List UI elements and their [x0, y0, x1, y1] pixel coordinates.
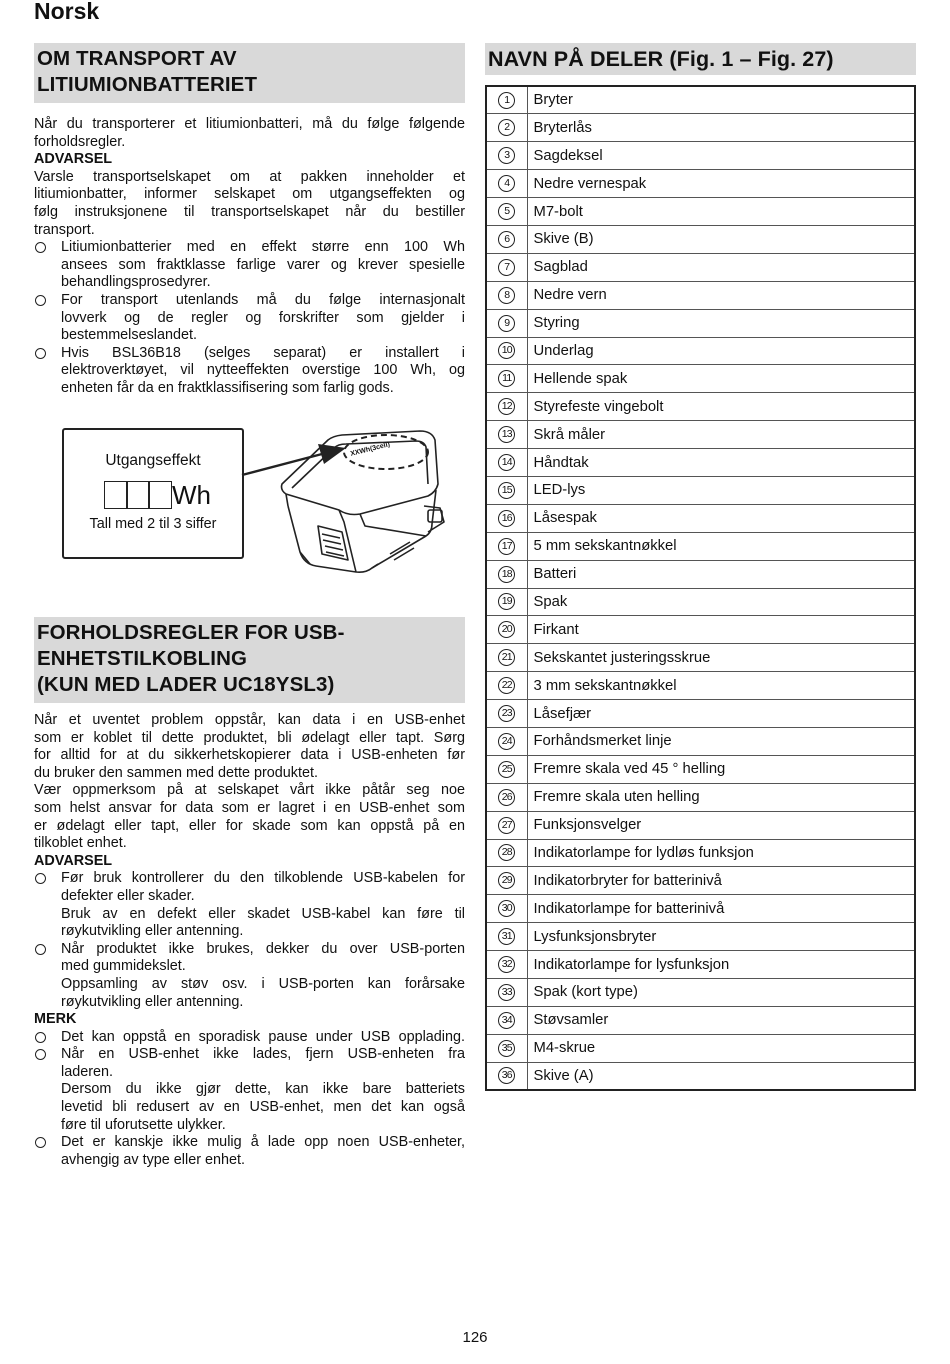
bullet-circle-icon [35, 944, 46, 955]
parts-row [486, 309, 915, 337]
text-line: ansees som fraktklasse farlige varer og krever spesielle [61, 256, 465, 273]
bullet-circle-icon [35, 1049, 46, 1060]
part-number: 23 [498, 705, 515, 722]
text-line: for alltid for at du sikkerhetskopierer data i USB-enheten før [34, 747, 465, 764]
part-number: 35 [498, 1040, 515, 1057]
part-number-cell [486, 839, 527, 867]
part-name: M7-bolt [527, 198, 915, 226]
text-line: For transport utenlands må du følge internasjonalt [61, 291, 465, 308]
parts-row [486, 1006, 915, 1034]
unit-label: Wh [172, 480, 211, 510]
text-line: du bruker den sammen med dette produktet. [34, 764, 318, 781]
text-line: Oppsamling av støv osv. i USB-porten kan forårsake [61, 975, 465, 992]
part-number-cell [486, 672, 527, 700]
part-name: Batteri [527, 560, 915, 588]
text-line: Hvis BSL36B18 (selges separat) er installert i [61, 344, 465, 361]
bullet-circle-icon [35, 1137, 46, 1148]
part-number: 33 [498, 984, 515, 1001]
part-name: Sekskantet justeringsskrue [527, 644, 915, 672]
part-number-cell [486, 811, 527, 839]
parts-heading: NAVN PÅ DELER (Fig. 1 – Fig. 27) [485, 43, 916, 75]
parts-row [486, 700, 915, 728]
part-number-cell [486, 783, 527, 811]
part-number-cell [486, 616, 527, 644]
part-name: Styrefeste vingebolt [527, 393, 915, 421]
part-number: 12 [498, 398, 515, 415]
parts-row [486, 560, 915, 588]
part-number-cell [486, 644, 527, 672]
parts-row [486, 979, 915, 1007]
part-number-cell [486, 560, 527, 588]
parts-row [486, 421, 915, 449]
usb-note-label: MERK [34, 1011, 77, 1028]
part-number: 2 [498, 119, 515, 136]
left-column [34, 43, 465, 398]
part-number-cell [486, 700, 527, 728]
text-line: behandlingsprosedyrer. [61, 274, 211, 291]
transport-intro [34, 116, 465, 151]
parts-table [485, 85, 916, 1091]
part-number: 9 [498, 315, 515, 332]
part-number: 34 [498, 1012, 515, 1029]
part-number: 6 [498, 231, 515, 248]
parts-row [486, 1034, 915, 1062]
bullet-circle-icon [35, 295, 46, 306]
part-name: Støvsamler [527, 1006, 915, 1034]
part-name: Indikatorbryter for batterinivå [527, 867, 915, 895]
parts-row [486, 672, 915, 700]
parts-row [486, 1062, 915, 1090]
usb-note-bullet [34, 1046, 465, 1134]
part-number: 17 [498, 538, 515, 555]
digit-cells [106, 481, 172, 509]
parts-row [486, 114, 915, 142]
part-number: 25 [498, 761, 515, 778]
part-number: 19 [498, 593, 515, 610]
heading-line: LITIUMIONBATTERIET [37, 73, 258, 96]
text-line: levetid bli redusert av en USB-enhet, men det kan også [61, 1099, 465, 1116]
part-number-cell [486, 393, 527, 421]
part-number: 30 [498, 900, 515, 917]
part-number-cell [486, 979, 527, 1007]
parts-row [486, 142, 915, 170]
parts-row [486, 755, 915, 783]
part-number-cell [486, 532, 527, 560]
usb-section [34, 617, 465, 1169]
part-number-cell [486, 253, 527, 281]
part-name: Funksjonsvelger [527, 811, 915, 839]
part-name: Nedre vernespak [527, 170, 915, 198]
part-number-cell [486, 1006, 527, 1034]
transport-warning-label: ADVARSEL [34, 151, 113, 168]
part-number: 16 [498, 510, 515, 527]
part-name: Spak (kort type) [527, 979, 915, 1007]
part-name: Skive (A) [533, 1067, 594, 1084]
part-name: 5 mm sekskantnøkkel [527, 532, 915, 560]
part-number: 18 [498, 566, 515, 583]
text-line: avhengig av type eller enhet. [61, 1151, 246, 1168]
part-name: Indikatorlampe for batterinivå [527, 895, 915, 923]
part-name: Låsespak [527, 504, 915, 532]
part-number: 21 [498, 649, 515, 666]
text-line: følg instruksjonene til transportselskapet når du bestiller [34, 203, 465, 220]
part-number: 11 [498, 370, 515, 387]
text-line: er ødelagt eller tapt, eller for skade som kan oppstå på en [34, 817, 465, 834]
right-column [485, 43, 916, 1091]
part-name: LED-lys [527, 476, 915, 504]
part-name: Bryterlås [527, 114, 915, 142]
transport-bullet [34, 345, 465, 398]
part-name: 3 mm sekskantnøkkel [527, 672, 915, 700]
heading-line: ENHETSTILKOBLING [37, 647, 248, 670]
parts-row [486, 225, 915, 253]
parts-row [486, 839, 915, 867]
text-line: med gummidekslet. [61, 958, 186, 975]
part-number: 4 [498, 175, 515, 192]
part-number-cell [486, 1062, 527, 1090]
part-name: Firkant [527, 616, 915, 644]
parts-row [486, 727, 915, 755]
parts-row [486, 337, 915, 365]
text-line: som er koblet til dette produktet, bli ødelagt eller tapt. Sørg [34, 729, 465, 746]
part-number-cell [486, 421, 527, 449]
bullet-circle-icon [35, 348, 46, 359]
transport-warning-text [34, 169, 465, 239]
part-number-cell [486, 867, 527, 895]
text-line: føre til uforutsette ulykker. [61, 1116, 226, 1133]
text-line: Det er kanskje ikke mulig å lade opp noen USB-enheter, [61, 1134, 465, 1151]
part-name: Styring [527, 309, 915, 337]
transport-bullet [34, 239, 465, 292]
part-number: 1 [498, 92, 515, 109]
part-number: 8 [498, 287, 515, 304]
text-line: Dersom du ikke gjør dette, kan ikke bare batteriets [61, 1081, 465, 1098]
text-line: bestemmelseslandet. [61, 327, 197, 344]
part-name: Indikatorlampe for lydløs funksjon [527, 839, 915, 867]
parts-row [486, 923, 915, 951]
part-number-cell [486, 281, 527, 309]
part-number: 36 [498, 1067, 515, 1084]
part-name: Forhåndsmerket linje [527, 727, 915, 755]
part-number-cell [486, 895, 527, 923]
usb-note-bullet [34, 1134, 465, 1169]
parts-row [486, 504, 915, 532]
bullet-circle-icon [35, 873, 46, 884]
part-number-cell [486, 449, 527, 477]
page-number: 126 [462, 1329, 488, 1346]
usb-paragraph-1 [34, 712, 465, 782]
parts-row [486, 811, 915, 839]
transport-bullet [34, 292, 465, 345]
part-name: Skrå måler [527, 421, 915, 449]
part-number-cell [486, 225, 527, 253]
heading-line: (KUN MED LADER UC18YSL3) [37, 673, 335, 696]
text-line: Når et uventet problem oppstår, kan data i en USB-enhet [34, 712, 465, 728]
part-number: 20 [498, 621, 515, 638]
part-number-cell [486, 170, 527, 198]
part-number-cell [486, 727, 527, 755]
heading-line: FORHOLDSREGLER FOR USB- [37, 621, 345, 644]
parts-row [486, 783, 915, 811]
usb-note-bullet [34, 1029, 465, 1047]
text-line: Før bruk kontrollerer du den tilkoblende USB-kabelen for [61, 870, 465, 887]
part-number-cell [486, 588, 527, 616]
usb-warning-bullet [34, 941, 465, 1011]
part-number-cell [486, 476, 527, 504]
parts-row [486, 616, 915, 644]
parts-row [486, 449, 915, 477]
part-number-cell [486, 923, 527, 951]
heading-line: OM TRANSPORT AV [37, 47, 237, 70]
part-number-cell [486, 86, 527, 114]
parts-row [486, 532, 915, 560]
part-number-cell [486, 951, 527, 979]
parts-row [486, 393, 915, 421]
part-number-cell [486, 142, 527, 170]
parts-row [486, 86, 915, 114]
text-line: elektroverktøyet, vil nytteeffekten overstige 100 Wh, og [61, 362, 465, 379]
text-line: defekter eller skader. [61, 887, 195, 904]
part-number: 10 [498, 342, 515, 359]
part-name: Underlag [527, 337, 915, 365]
text-line: Bruk av en defekt eller skadet USB-kabel kan føre til [61, 905, 465, 922]
part-number: 32 [498, 956, 515, 973]
text-line: Vær oppmerksom på at selskapet vårt ikke påtår seg noe [34, 782, 465, 799]
part-name: Lysfunksjonsbryter [527, 923, 915, 951]
output-label-box [62, 428, 244, 559]
part-number: 3 [498, 147, 515, 164]
part-number: 27 [498, 817, 515, 834]
text-line: enheten får da en fraktklassifisering som farlig gods. [61, 379, 394, 396]
part-number: 14 [498, 454, 515, 471]
parts-row [486, 365, 915, 393]
part-name: Låsefjær [527, 700, 915, 728]
part-number: 28 [498, 844, 515, 861]
part-name: Spak [527, 588, 915, 616]
part-number: 24 [498, 733, 515, 750]
text-line: røykutvikling eller antenning. [61, 993, 244, 1010]
part-name: Skive (B) [527, 225, 915, 253]
part-number-cell [486, 365, 527, 393]
part-name: M4-skrue [527, 1034, 915, 1062]
part-name: Nedre vern [527, 281, 915, 309]
parts-row [486, 867, 915, 895]
parts-row [486, 253, 915, 281]
parts-row [486, 281, 915, 309]
battery-marking: XXWh(3cell) [349, 441, 391, 458]
language-header: Norsk [34, 0, 100, 24]
part-number: 5 [498, 203, 515, 220]
parts-row [486, 170, 915, 198]
text-line: transport. [34, 221, 95, 238]
output-label: Utgangseffekt [105, 452, 201, 469]
part-number-cell [486, 1034, 527, 1062]
part-name: Håndtak [527, 449, 915, 477]
part-name: Indikatorlampe for lysfunksjon [527, 951, 915, 979]
text-line: røykutvikling eller antenning. [61, 923, 244, 940]
text-line: lovverk og de regler og forskrifter som gjelder i [61, 309, 465, 326]
part-number: 7 [498, 259, 515, 276]
bullet-circle-icon [35, 242, 46, 253]
text-line: Når du transporterer et litiumionbatteri, må du følge følgende [34, 116, 465, 132]
part-name: Fremre skala ved 45 ° helling [527, 755, 915, 783]
part-number: 13 [498, 426, 515, 443]
part-number: 26 [498, 789, 515, 806]
bullet-circle-icon [35, 1032, 46, 1043]
parts-row [486, 198, 915, 226]
parts-row [486, 588, 915, 616]
part-number: 29 [498, 872, 515, 889]
text-line: Når produktet ikke brukes, dekker du over USB-porten [61, 940, 465, 957]
parts-row [486, 476, 915, 504]
text-line: Det kan oppstå en sporadisk pause under USB opplading. [61, 1028, 465, 1045]
transport-heading [34, 43, 465, 103]
text-line: som helst ansvar for data som er lagret i en USB-enhet som [34, 799, 465, 816]
usb-warning-label: ADVARSEL [34, 852, 113, 869]
part-number: 22 [498, 677, 515, 694]
part-name: Hellende spak [527, 365, 915, 393]
usb-paragraph-2 [34, 782, 465, 852]
text-line: Litiumionbatterier med en effekt større enn 100 Wh [61, 239, 465, 256]
part-number-cell [486, 504, 527, 532]
part-number-cell [486, 337, 527, 365]
text-line: forholdsregler. [34, 133, 126, 150]
text-line: litiumionbatter, informer selskapet om utgangseffekten og [34, 186, 465, 203]
text-line: Når en USB-enhet ikke lades, fjern USB-enheten fra [61, 1046, 465, 1063]
digits-note: Tall med 2 til 3 siffer [89, 516, 217, 532]
part-number-cell [486, 755, 527, 783]
usb-warning-bullet [34, 870, 465, 940]
part-name: Bryter [527, 86, 915, 114]
part-number-cell [486, 114, 527, 142]
text-line: tilkoblet enhet. [34, 835, 127, 852]
text-line: Varsle transportselskapet om at pakken inneholder et [34, 168, 465, 185]
part-number: 15 [498, 482, 515, 499]
battery-output-figure [60, 414, 480, 614]
part-name: Sagdeksel [527, 142, 915, 170]
parts-row [486, 644, 915, 672]
parts-row [486, 895, 915, 923]
part-number-cell [486, 309, 527, 337]
usb-heading [34, 617, 465, 703]
part-number-cell [486, 198, 527, 226]
part-number: 31 [498, 928, 515, 945]
part-name: Sagblad [527, 253, 915, 281]
text-line: laderen. [61, 1063, 114, 1080]
parts-row [486, 951, 915, 979]
part-name: Fremre skala uten helling [527, 783, 915, 811]
